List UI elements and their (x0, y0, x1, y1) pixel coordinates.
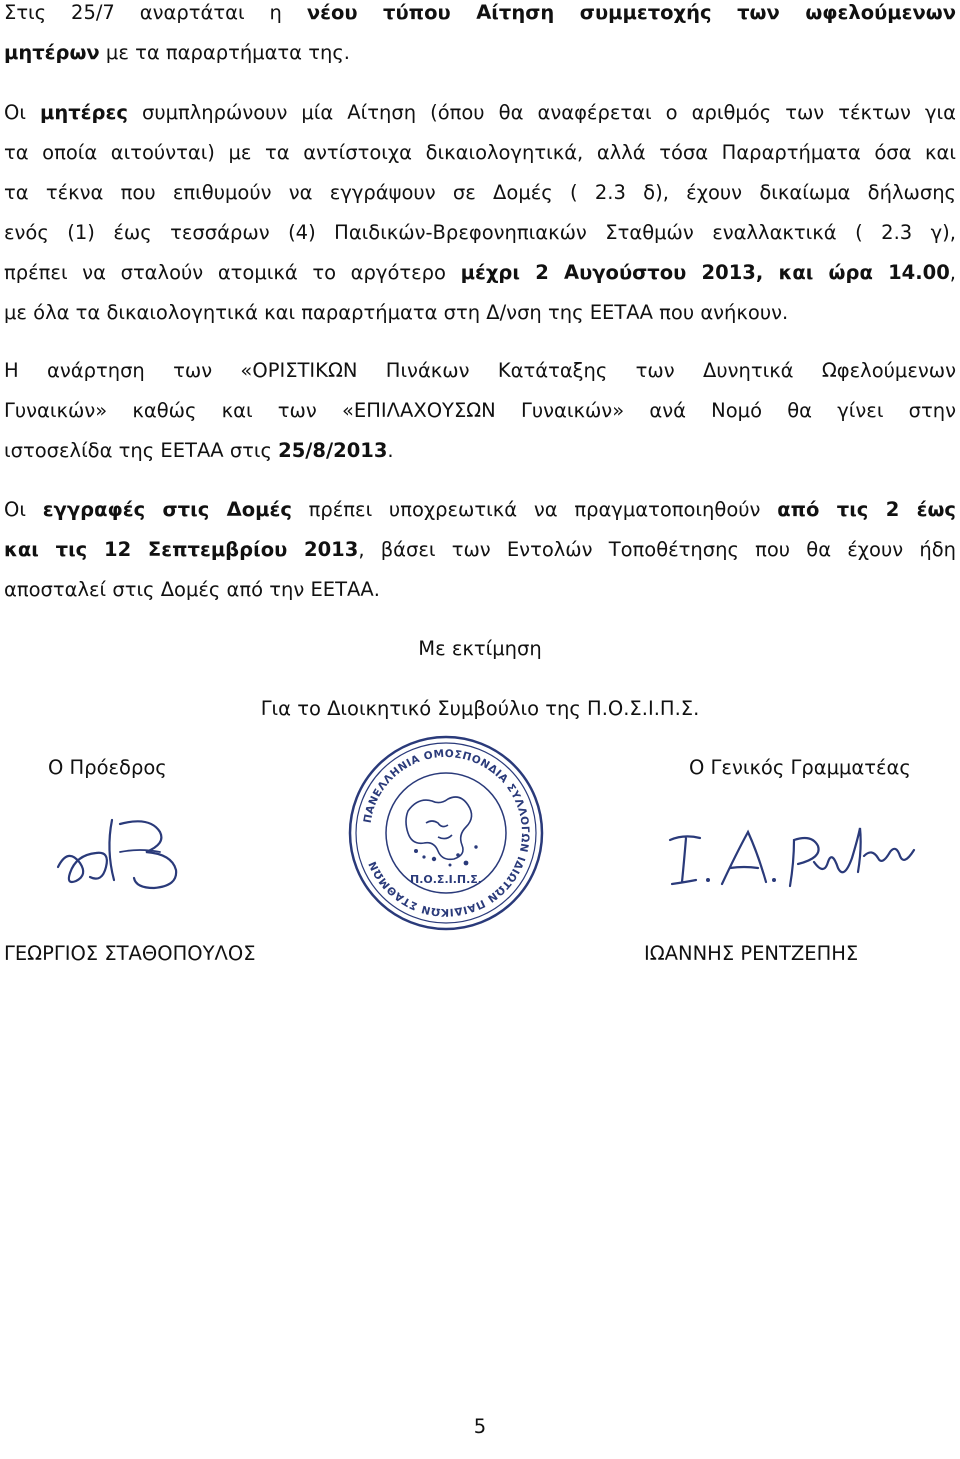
president-signature (50, 812, 200, 892)
text-line: και τις 12 Σεπτεμβρίου 2013, βάσει των Εντολών Τοποθέτησης που θα έχουν ήδη (4, 538, 957, 561)
secretary-name: ΙΩΑΝΝΗΣ ΡΕΝΤΖΕΠΗΣ (644, 942, 859, 965)
text-line: Η ανάρτηση των «ΟΡΙΣΤΙΚΩΝ Πινάκων Κατάταξης των Δυνητικά Ωφελούμενων (4, 359, 956, 382)
text-line: με όλα τα δικαιολογητικά και παραρτήματα στη Δ/νση της ΕΕΤΑΑ που ανήκουν. (4, 301, 789, 324)
stamp-ring-text: ΠΑΝΕΛΛΗΝΙΑ ΟΜΟΣΠΟΝΔΙΑ ΣΥΛΛΟΓΩΝ ΙΔΙΩΤΩΝ ΠΑΙΔΙΚΩΝ ΣΤΑΘΜΩΝ (361, 747, 532, 919)
secretary-signature (664, 822, 934, 902)
closing-board: Για το Διοικητικό Συμβούλιο της Π.Ο.Σ.Ι.Π.Σ. (260, 697, 700, 720)
president-name: ΓΕΩΡΓΙΟΣ ΣΤΑΘΟΠΟΥΛΟΣ (4, 942, 256, 965)
text-line: τα οποία αιτούνται) με τα αντίστοιχα δικαιολογητικά, αλλά τόσα Παραρτήματα όσα και (4, 141, 956, 164)
organization-stamp-seal (346, 733, 546, 933)
text-line: μητέρων με τα παραρτήματα της. (4, 41, 350, 64)
text-line: Οι εγγραφές στις Δομές πρέπει υποχρεωτικά να πραγματοποιηθούν από τις 2 έως (4, 498, 956, 521)
text-line: ιστοσελίδα της ΕΕΤΑΑ στις 25/8/2013. (4, 439, 394, 462)
stamp-abbreviation: Π.Ο.Σ.Ι.Π.Σ. (410, 873, 482, 886)
paragraph-announcement (4, 0, 956, 73)
text-line: αποσταλεί στις Δομές από την ΕΕΤΑΑ. (4, 578, 380, 601)
closing-regards: Με εκτίμηση (418, 637, 542, 660)
page-number: 5 (473, 1415, 487, 1438)
president-title: Ο Πρόεδρος (48, 756, 167, 779)
text-line: Στις 25/7 αναρτάται η νέου τύπου Αίτηση συμμετοχής των ωφελούμενων (4, 1, 956, 24)
text-line: ενός (1) έως τεσσάρων (4) Παιδικών-Βρεφονηπιακών Σταθμών εναλλακτικά ( 2.3 γ), (4, 221, 956, 244)
secretary-title: Ο Γενικός Γραμματέας (689, 756, 911, 779)
text-line: τα τέκνα που επιθυμούν να εγγράψουν σε Δομές ( 2.3 δ), έχουν δικαίωμα δήλωσης (4, 181, 956, 204)
paragraph-final-lists (4, 351, 956, 471)
paragraph-mothers-application (4, 93, 956, 333)
text-line: πρέπει να σταλούν ατομικά το αργότερο μέχρι 2 Αυγούστου 2013, και ώρα 14.00, (4, 261, 956, 284)
text-line: Γυναικών» καθώς και των «ΕΠΙΛΑΧΟΥΣΩΝ Γυναικών» ανά Νομό θα γίνει στην (4, 399, 956, 422)
text-line: Οι μητέρες συμπληρώνουν μία Αίτηση (όπου θα αναφέρεται ο αριθμός των τέκτων για (4, 101, 956, 124)
paragraph-registrations (4, 490, 956, 610)
